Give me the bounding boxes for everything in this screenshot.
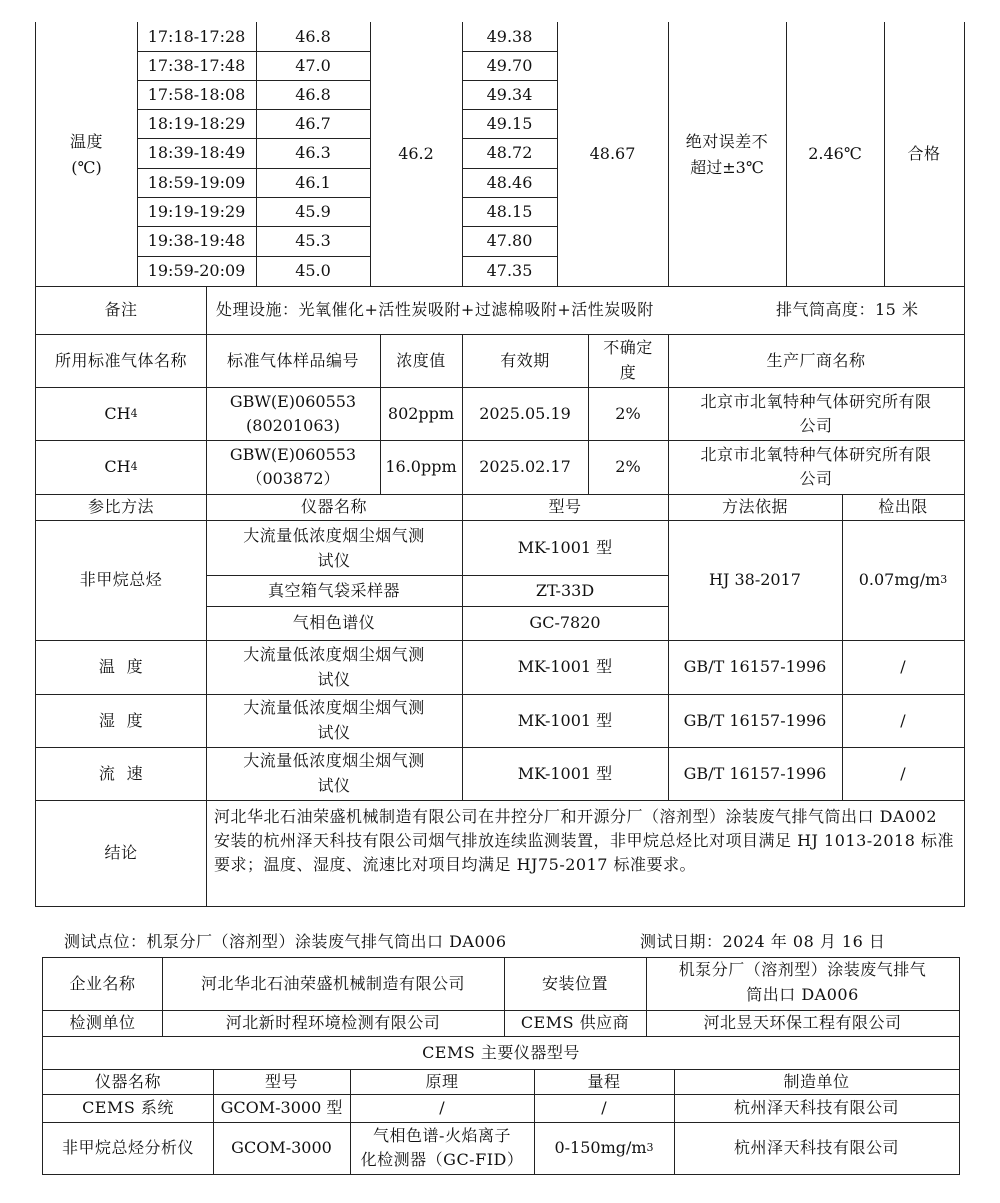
time-cell: 17:58-18:08 xyxy=(147,84,246,104)
instrument-line2: 试仪 xyxy=(317,776,351,795)
manufacturer: 杭州泽天科技有限公司 xyxy=(733,1138,899,1157)
header-manufacturer: 制造单位 xyxy=(783,1071,850,1091)
time-cell: 18:39-18:49 xyxy=(147,143,246,162)
test-unit-label: 检测单位 xyxy=(69,1013,136,1032)
instrument-model: GCOM-3000 xyxy=(231,1138,332,1157)
time-cell: 19:19-19:29 xyxy=(147,201,246,221)
gas-name: CH 4 xyxy=(104,457,138,476)
header-model: 型号 xyxy=(548,497,582,516)
header-validity: 有效期 xyxy=(500,350,550,370)
method-basis: HJ 38-2017 xyxy=(709,570,801,589)
method-basis: GB/T 16157-1996 xyxy=(683,657,827,676)
instrument-line1: 大流量低浓度烟尘烟气测 xyxy=(243,751,425,770)
requirement-line2: 超过±3℃ xyxy=(690,158,764,177)
time-cell: 17:18-17:28 xyxy=(147,26,246,46)
cems-cell: 47.80 xyxy=(486,231,533,250)
instrument-name: 非甲烷总烃分析仪 xyxy=(61,1138,194,1157)
ref-cell: 47.0 xyxy=(295,55,331,75)
instrument-line2: 试仪 xyxy=(317,723,351,742)
sample-code-line2: （003872） xyxy=(246,469,340,488)
concentration: 16.0ppm xyxy=(385,457,457,476)
cems-cell: 49.15 xyxy=(486,113,533,133)
range: / xyxy=(601,1098,607,1117)
instrument-model: MK-1001 型 xyxy=(517,763,613,783)
method-nmhc-label: 非甲烷总烃 xyxy=(79,570,163,589)
ref-cell: 45.0 xyxy=(295,261,331,280)
install-location-label: 安装位置 xyxy=(541,973,608,993)
header-uncertainty-line1: 不确定 xyxy=(603,338,653,357)
method-label: 温 度 xyxy=(98,657,144,676)
sample-code-line1: GBW(E)060553 xyxy=(229,392,357,411)
instrument-line1: 大流量低浓度烟尘烟气测 xyxy=(243,526,425,545)
principle-line2: 化检测器（GC-FID） xyxy=(360,1150,524,1169)
manufacturer: 杭州泽天科技有限公司 xyxy=(733,1098,899,1117)
cems-cell: 48.15 xyxy=(486,201,533,221)
instrument-model: ZT-33D xyxy=(535,580,595,600)
time-cell: 18:59-19:09 xyxy=(147,172,246,192)
detection-limit: / xyxy=(900,710,906,730)
stack-height: 排气筒高度：15 米 xyxy=(776,300,919,319)
uncertainty: 2% xyxy=(615,403,641,423)
instrument-line1: 大流量低浓度烟尘烟气测 xyxy=(243,645,425,664)
treatment-facility: 处理设施：光氧催化+活性炭吸附+过滤棉吸附+活性炭吸附 xyxy=(216,300,654,319)
time-cell: 18:19-18:29 xyxy=(147,113,246,133)
instrument-name: CEMS 系统 xyxy=(82,1098,174,1117)
cems-cell: 49.70 xyxy=(486,55,533,75)
install-location-line2: 筒出口 DA006 xyxy=(746,985,859,1004)
cems-supplier-label: CEMS 供应商 xyxy=(520,1013,630,1032)
manufacturer-line1: 北京市北氧特种气体研究所有限 xyxy=(700,392,932,411)
ref-cell: 46.1 xyxy=(295,172,331,192)
install-location-line1: 机泵分厂（溶剂型）涂装废气排气 xyxy=(678,960,927,979)
instrument-name: 气相色谱仪 xyxy=(292,613,376,632)
ref-cell: 46.8 xyxy=(295,26,331,46)
test-unit: 河北新时程环境检测有限公司 xyxy=(225,1013,441,1032)
gas-name: CH 4 xyxy=(104,403,138,423)
header-manufacturer: 生产厂商名称 xyxy=(766,350,866,370)
validity: 2025.05.19 xyxy=(479,403,571,423)
time-cell: 19:38-19:48 xyxy=(147,231,246,250)
company-name-label: 企业名称 xyxy=(69,973,136,993)
ref-average: 46.2 xyxy=(398,144,434,163)
cems-supplier: 河北昱天环保工程有限公司 xyxy=(703,1013,902,1032)
cems-cell: 48.46 xyxy=(486,172,533,192)
method-basis: GB/T 16157-1996 xyxy=(683,763,827,783)
manufacturer-line2: 公司 xyxy=(799,469,833,488)
param-label-temperature: 温度 xyxy=(69,132,103,151)
concentration: 802ppm xyxy=(387,403,455,423)
instrument-model: GCOM-3000 型 xyxy=(220,1098,343,1117)
range: 0-150mg/m 3 xyxy=(554,1138,654,1157)
sample-code-line2: (80201063) xyxy=(246,416,340,435)
header-gas-name: 所用标准气体名称 xyxy=(54,350,187,370)
ref-cell: 46.8 xyxy=(295,84,331,104)
test-point: 测试点位：机泵分厂（溶剂型）涂装废气排气筒出口 DA006 xyxy=(64,932,507,951)
instrument-model: MK-1001 型 xyxy=(517,537,613,557)
cems-cell: 47.35 xyxy=(486,261,533,280)
header-detection-limit: 检出限 xyxy=(878,497,928,516)
principle-line1: 气相色谱-火焰离子 xyxy=(373,1126,511,1145)
instrument-model: MK-1001 型 xyxy=(517,710,613,730)
header-sample-code: 标准气体样品编号 xyxy=(226,350,359,370)
absolute-error: 2.46℃ xyxy=(808,144,862,163)
detection-limit: / xyxy=(900,763,906,783)
validity: 2025.02.17 xyxy=(479,457,571,476)
method-label: 湿 度 xyxy=(98,710,144,730)
uncertainty: 2% xyxy=(615,457,641,476)
cems-cell: 49.38 xyxy=(486,26,533,46)
test-date: 测试日期：2024 年 08 月 16 日 xyxy=(640,932,886,951)
instrument-name: 真空箱气袋采样器 xyxy=(267,580,400,600)
instrument-model: GC-7820 xyxy=(529,613,601,632)
header-instrument-name: 仪器名称 xyxy=(300,497,367,516)
header-method-basis: 方法依据 xyxy=(721,497,788,516)
conclusion-text: 河北华北石油荣盛机械制造有限公司在井控分厂和开源分厂（溶剂型）涂装废气排气筒出口 DA002 安装的杭州泽天科技有限公司烟气排放连续监测装置，非甲烷总烃比对项目满足 HJ 1013-2018 标准要求；温度、湿度、流速比对项目均满足 HJ75-2017 标准要求。 xyxy=(214,807,954,874)
method-label: 流 速 xyxy=(98,763,144,783)
ref-cell: 46.7 xyxy=(295,113,331,133)
method-basis: GB/T 16157-1996 xyxy=(683,710,827,730)
detection-limit: 0.07mg/m 3 xyxy=(858,570,948,589)
ref-cell: 45.3 xyxy=(295,231,331,250)
cems-cell: 49.34 xyxy=(486,84,533,104)
header-reference-method: 参比方法 xyxy=(87,497,154,516)
cems-cell: 48.72 xyxy=(486,143,533,162)
instrument-line2: 试仪 xyxy=(317,670,351,689)
conclusion-label: 结论 xyxy=(104,843,138,862)
time-cell: 17:38-17:48 xyxy=(147,55,246,75)
result-pass: 合格 xyxy=(907,144,941,163)
manufacturer-line1: 北京市北氧特种气体研究所有限 xyxy=(700,445,932,464)
instrument-line1: 大流量低浓度烟尘烟气测 xyxy=(243,698,425,717)
ref-cell: 46.3 xyxy=(295,143,331,162)
param-unit-temperature: (℃) xyxy=(71,158,102,177)
instrument-model: MK-1001 型 xyxy=(517,657,613,676)
header-instrument-name: 仪器名称 xyxy=(94,1071,161,1091)
header-concentration: 浓度值 xyxy=(396,350,446,370)
manufacturer-line2: 公司 xyxy=(799,416,833,435)
requirement-line1: 绝对误差不 xyxy=(685,132,769,151)
ref-cell: 45.9 xyxy=(295,201,331,221)
header-range: 量程 xyxy=(587,1071,621,1091)
time-cell: 19:59-20:09 xyxy=(147,261,246,280)
header-model: 型号 xyxy=(264,1071,298,1091)
header-principle: 原理 xyxy=(425,1071,459,1091)
cems-section-title: CEMS 主要仪器型号 xyxy=(422,1042,580,1062)
remark-label: 备注 xyxy=(104,300,138,319)
instrument-line2: 试仪 xyxy=(317,551,351,570)
company-name: 河北华北石油荣盛机械制造有限公司 xyxy=(200,973,465,993)
detection-limit: / xyxy=(900,657,906,676)
principle: / xyxy=(439,1098,445,1117)
cems-average: 48.67 xyxy=(589,144,636,163)
header-uncertainty-line2: 度 xyxy=(619,363,637,382)
sample-code-line1: GBW(E)060553 xyxy=(229,445,357,464)
